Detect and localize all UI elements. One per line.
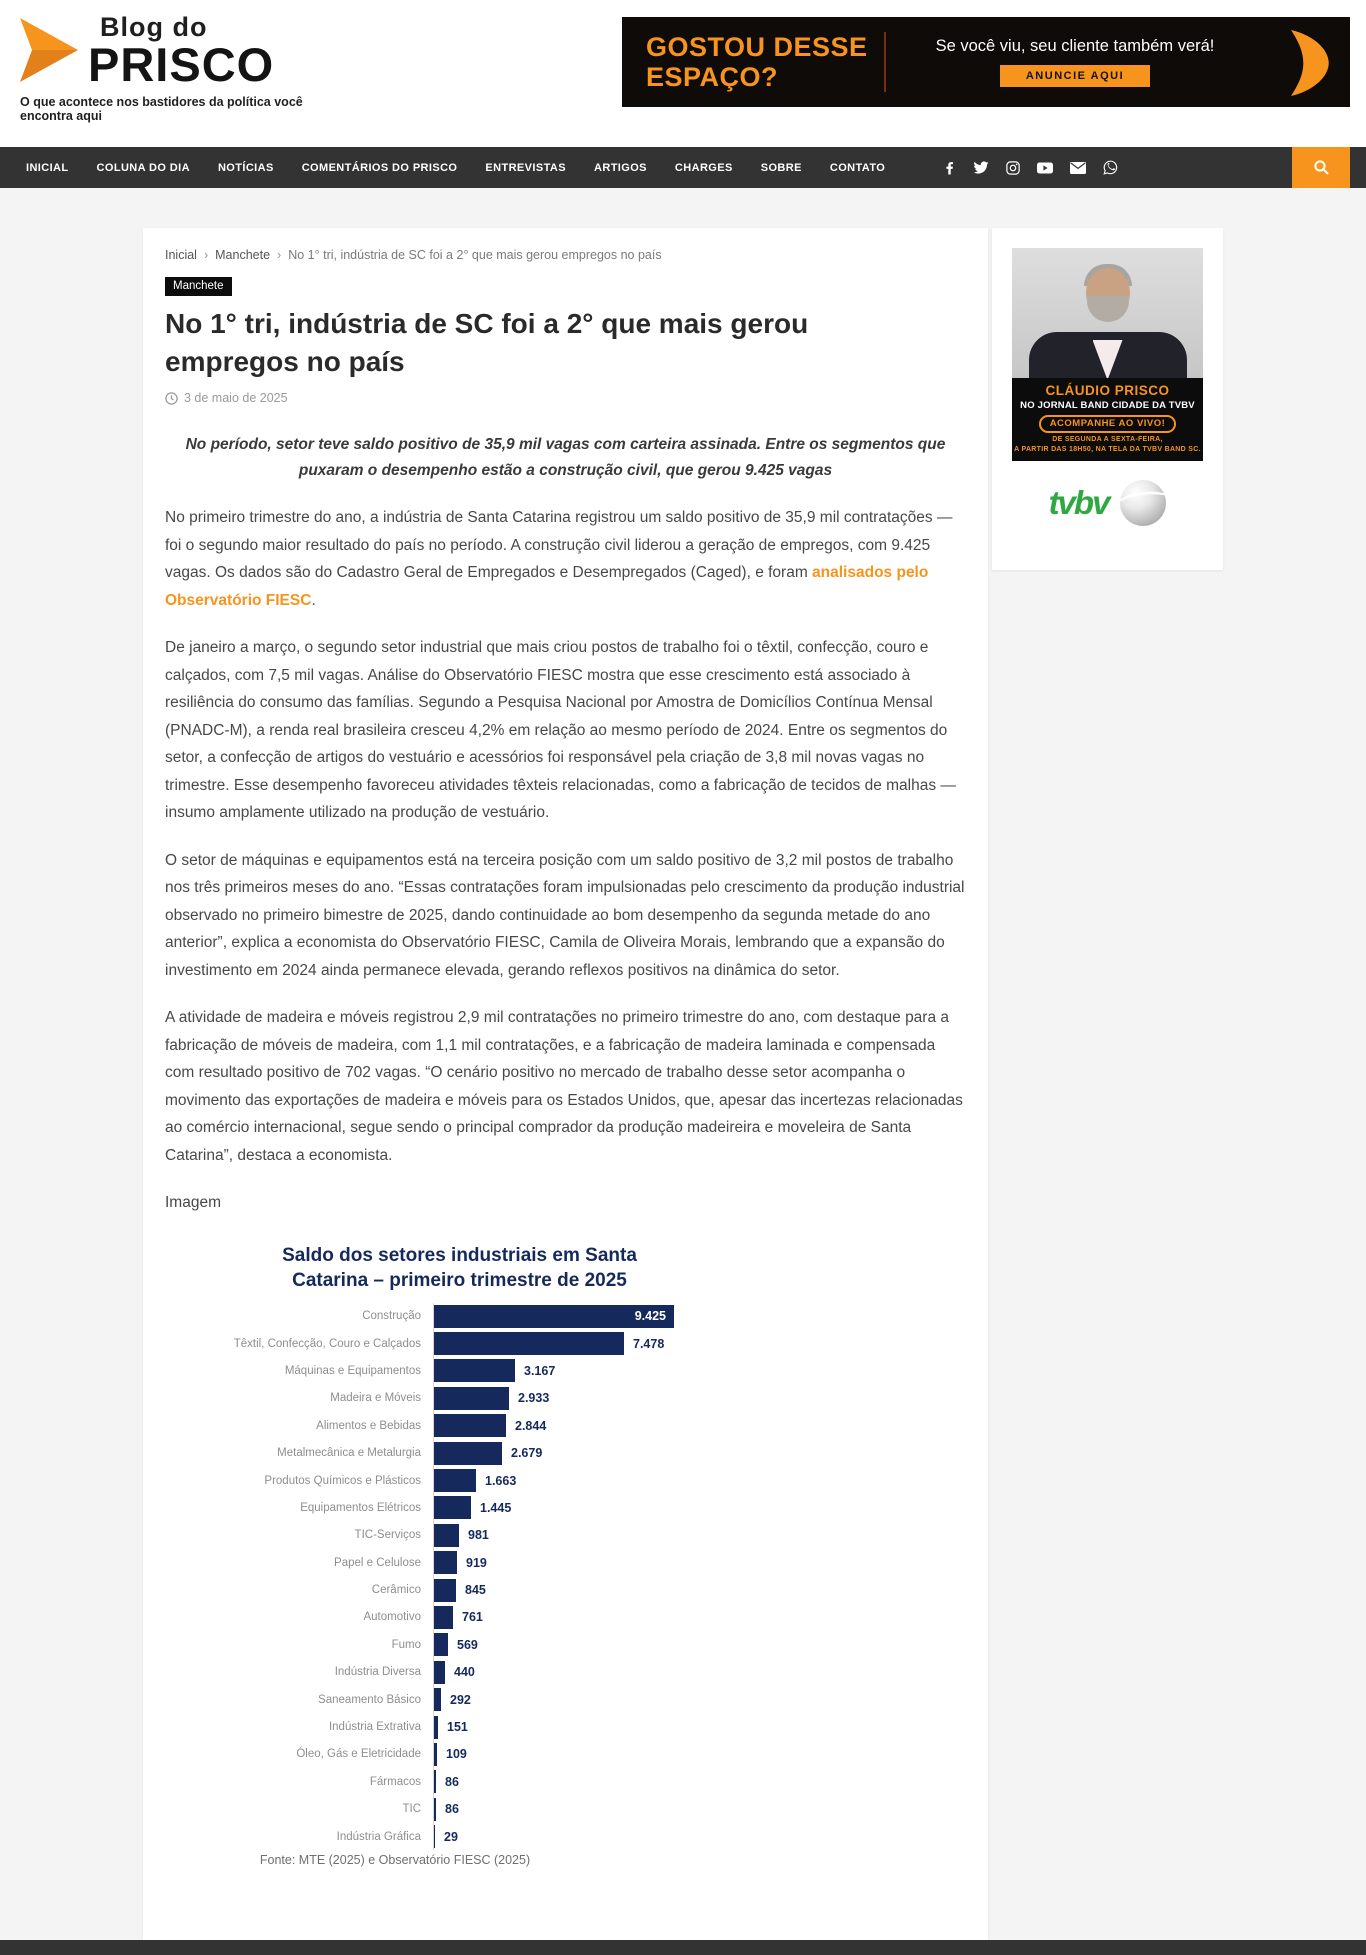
sidebar-ad-claudio-prisco[interactable]	[1012, 248, 1203, 545]
chart-rows	[165, 1303, 966, 1851]
nav-item-contato[interactable]: CONTATO	[829, 161, 886, 174]
nav-items	[0, 147, 1366, 188]
instagram-icon	[1006, 161, 1020, 175]
chart-category-label: TIC	[402, 1803, 421, 1816]
chart-row	[165, 1494, 966, 1521]
chart-bar	[434, 1633, 448, 1656]
chart-category-label: Construção	[362, 1310, 421, 1323]
nav-item-coluna-do-dia[interactable]: COLUNA DO DIA	[96, 161, 190, 174]
chart-value-label: 2.679	[511, 1446, 543, 1461]
chart-value-label: 7.478	[633, 1336, 665, 1351]
chart-row	[165, 1686, 966, 1713]
chart-value-label: 3.167	[524, 1363, 556, 1378]
chart-row	[165, 1549, 966, 1576]
nav-item-noticias[interactable]: NOTÍCIAS	[217, 161, 274, 174]
chart-bar	[434, 1606, 453, 1629]
youtube-link[interactable]	[1037, 162, 1053, 174]
chart-category-label: Têxtil, Confecção, Couro e Calçados	[233, 1337, 421, 1350]
chart-category-label: Indústria Extrativa	[328, 1721, 421, 1734]
chart-value-label: 845	[465, 1583, 486, 1598]
publish-date-row	[165, 391, 966, 405]
chart-bar	[434, 1469, 476, 1492]
breadcrumb-separator: ›	[277, 248, 282, 262]
chart-category-label: Indústria Diversa	[334, 1666, 421, 1679]
logo-arrow-icon	[20, 12, 78, 88]
search-button[interactable]	[1292, 147, 1350, 188]
chart-title: Saldo dos setores industriais em Santa Catarina – primeiro trimestre de 2025	[282, 1244, 637, 1291]
facebook-link[interactable]	[943, 161, 956, 175]
chart-category-label: Cerâmico	[371, 1584, 421, 1597]
twitter-icon	[973, 161, 989, 175]
chart-bar	[434, 1770, 436, 1793]
chart-bar	[434, 1661, 445, 1684]
chart-row	[165, 1823, 966, 1850]
ad-line2: DE SEGUNDA A SEXTA-FEIRA,	[1052, 436, 1163, 443]
publish-date: 3 de maio de 2025	[184, 391, 288, 405]
clock-icon	[165, 392, 178, 405]
chart-bar	[434, 1442, 502, 1465]
banner-arc-icon	[1282, 30, 1334, 96]
chart-value-label: 569	[457, 1637, 478, 1652]
breadcrumb-current: No 1° tri, indústria de SC foi a 2° que mais gerou empregos no país	[288, 248, 662, 262]
chart-row	[165, 1522, 966, 1549]
sidebar	[992, 228, 1223, 570]
chart-value-label: 86	[445, 1774, 459, 1789]
chart-bar	[434, 1332, 624, 1355]
breadcrumb-section[interactable]: Manchete	[215, 248, 271, 262]
band-logo-icon	[1120, 480, 1166, 526]
chart-category-label: Fumo	[391, 1638, 421, 1651]
chart-bar	[434, 1743, 437, 1766]
chart-value-label: 440	[454, 1665, 475, 1680]
nav-item-artigos[interactable]: ARTIGOS	[594, 161, 647, 174]
chart-bar	[434, 1579, 456, 1602]
article-card	[143, 228, 988, 1940]
site-logo[interactable]	[20, 12, 350, 123]
nav-item-charges[interactable]: CHARGES	[674, 161, 733, 174]
chart-bar	[434, 1305, 674, 1328]
logo-tagline: O que acontece nos bastidores da política você encontra aqui	[20, 95, 303, 123]
nav-item-entrevistas[interactable]: ENTREVISTAS	[485, 161, 566, 174]
article-paragraph: A atividade de madeira e móveis registrou 2,9 mil contratações no primeiro trimestre do ano, com destaque para a fabricação de móveis de madeira, com 1,1 mil contratações, e a fabricação de madeira laminada e compensada com resultado positivo de 702 vagas. “O cenário positivo no mercado de trabalho desse setor acompanha o movimento das exportações de madeira e móveis para os Estados Unidos, que, apesar das incertezas relacionadas ao comércio internacional, segue sendo o principal comprador da produção madeireira e moveleira de Santa Catarina”, destaca a economista.	[165, 1009, 963, 1164]
chart-row	[165, 1741, 966, 1768]
ad-cta: ACOMPANHE AO VIVO!	[1039, 415, 1177, 433]
chart-row	[165, 1713, 966, 1740]
chart-bar	[434, 1359, 515, 1382]
chart-value-label: 981	[468, 1528, 489, 1543]
chart-category-label: Equipamentos Elétricos	[300, 1501, 421, 1514]
twitter-link[interactable]	[973, 161, 989, 175]
page-title: No 1° tri, indústria de SC foi a 2° que mais gerou empregos no país	[165, 308, 809, 377]
site-header	[0, 0, 1366, 147]
chart-row	[165, 1385, 966, 1412]
nav-item-sobre[interactable]: SOBRE	[760, 161, 802, 174]
social-links	[943, 147, 1118, 188]
chart-category-label: Produtos Químicos e Plásticos	[264, 1474, 421, 1487]
chart-value-label: 1.445	[480, 1500, 512, 1515]
search-icon	[1313, 159, 1330, 176]
email-icon	[1070, 162, 1086, 174]
chart-bar	[434, 1496, 471, 1519]
chart-category-label: Óleo, Gás e Eletricidade	[296, 1748, 421, 1761]
image-caption-label: Imagem	[165, 1194, 221, 1211]
chart-row	[165, 1604, 966, 1631]
facebook-icon	[943, 161, 956, 175]
chart-row	[165, 1330, 966, 1357]
chart-row	[165, 1439, 966, 1466]
nav-item-inicial[interactable]: INICIAL	[26, 161, 69, 174]
chart-row	[165, 1467, 966, 1494]
breadcrumb-home[interactable]: Inicial	[165, 248, 197, 262]
chart-value-label: 151	[447, 1720, 468, 1735]
whatsapp-link[interactable]	[1103, 160, 1118, 175]
chart-row	[165, 1659, 966, 1686]
industry-balance-chart	[165, 1243, 966, 1868]
chart-value-label: 1.663	[485, 1473, 517, 1488]
chart-value-label: 86	[445, 1802, 459, 1817]
category-badge[interactable]: Manchete	[165, 277, 232, 296]
article-paragraph: O setor de máquinas e equipamentos está na terceira posição com um saldo positivo de 3,2 mil postos de trabalho nos três primeiros meses do ano. “Essas contratações foram impulsionadas pelo crescimento da produção industrial observado no primeiro bimestre de 2025, dando continuidade ao bom desempenho da segunda metade do ano anterior”, explica a economista do Observatório FIESC, Camila de Oliveira Morais, lembrando que a expansão do investimento em 2024 ainda permanece elevada, gerando reflexos positivos na dinâmica do setor.	[165, 851, 965, 979]
ad-line1: NO JORNAL BAND CIDADE DA TVBV	[1020, 400, 1195, 411]
logo-line1: Blog do	[100, 12, 208, 42]
nav-item-comentarios-do-prisco[interactable]: COMENTÁRIOS DO PRISCO	[301, 161, 458, 174]
chart-bar	[434, 1688, 441, 1711]
banner-headline: GOSTOU DESSE ESPAÇO?	[646, 32, 868, 92]
article-paragraph: No primeiro trimestre do ano, a indústria de Santa Catarina registrou um saldo positivo de 35,9 mil contratações — foi o segundo maior resultado do país no período. A construção civil liderou a geração de empregos, com 9.425 vagas. Os dados são do Cadastro Geral de Empregados e Desempregados (Caged), e foram analisados pelo Observatório FIESC.	[165, 509, 953, 609]
youtube-icon	[1037, 162, 1053, 174]
ad-photo	[1012, 248, 1203, 378]
top-ad-banner[interactable]	[622, 17, 1350, 107]
chart-bar	[434, 1414, 506, 1437]
chart-row	[165, 1631, 966, 1658]
chart-value-label: 919	[466, 1555, 487, 1570]
chart-category-label: TIC-Serviços	[354, 1529, 421, 1542]
chart-value-label: 2.933	[518, 1391, 550, 1406]
main-navbar	[0, 147, 1366, 188]
footer-bar	[0, 1940, 1366, 1955]
breadcrumb-separator: ›	[203, 248, 209, 262]
chart-row	[165, 1303, 966, 1330]
chart-source: Fonte: MTE (2025) e Observatório FIESC (2025)	[259, 1853, 531, 1868]
chart-row	[165, 1412, 966, 1439]
chart-value-label: 29	[444, 1829, 458, 1844]
chart-bar	[434, 1551, 457, 1574]
instagram-link[interactable]	[1006, 161, 1020, 175]
chart-bar	[434, 1825, 435, 1848]
chart-value-label: 9.425	[634, 1309, 666, 1324]
chart-category-label: Alimentos e Bebidas	[316, 1419, 421, 1432]
chart-category-label: Saneamento Básico	[318, 1693, 421, 1706]
ad-logos	[1012, 461, 1203, 545]
chart-bar	[434, 1716, 438, 1739]
article-paragraph: De janeiro a março, o segundo setor industrial que mais criou postos de trabalho foi o têxtil, confecção, couro e calçados, com 7,5 mil vagas. Análise do Observatório FIESC mostra que esse crescimento está associado à resiliência do consumo das famílias. Segundo a Pesquisa Nacional por Amostra de Domicílios Contínua Mensal (PNADC-M), a renda real brasileira cresceu 4,2% em relação ao mesmo período de 2024. Entre os segmentos do setor, a confecção de artigos do vestuário e acessórios foi responsável pela criação de 3,8 mil novas vagas no trimestre. Esse desempenho favoreceu atividades têxteis relacionadas, como a fabricação de tecidos de malhas — insumo amplamente utilizado na produção de vestuário.	[165, 639, 956, 821]
observatorio-fiesc-link[interactable]: analisados pelo Observatório FIESC	[165, 564, 929, 609]
chart-category-label: Fármacos	[369, 1775, 421, 1788]
chart-category-label: Madeira e Móveis	[330, 1392, 421, 1405]
chart-category-label: Papel e Celulose	[334, 1556, 421, 1569]
email-link[interactable]	[1070, 162, 1086, 174]
chart-category-label: Indústria Gráfica	[336, 1830, 421, 1843]
logo-line2: PRISCO	[88, 38, 275, 91]
chart-value-label: 292	[450, 1692, 471, 1707]
anuncie-aqui-button[interactable]: ANUNCIE AQUI	[1000, 65, 1150, 87]
chart-value-label: 109	[446, 1747, 467, 1762]
chart-value-label: 761	[462, 1610, 483, 1625]
chart-row	[165, 1796, 966, 1823]
ad-name: CLÁUDIO PRISCO	[1045, 383, 1170, 398]
breadcrumb	[165, 248, 966, 262]
chart-category-label: Metalmecânica e Metalurgia	[277, 1447, 421, 1460]
article-lead: No período, setor teve saldo positivo de 35,9 mil vagas com carteira assinada. Entre os segmentos que puxaram o desempenho estão a construção civil, que gerou 9.425 vagas	[185, 436, 946, 479]
chart-category-label: Automotivo	[363, 1611, 421, 1624]
ad-text-panel	[1012, 378, 1203, 461]
chart-row	[165, 1768, 966, 1795]
chart-row	[165, 1576, 966, 1603]
chart-value-label: 2.844	[515, 1418, 547, 1433]
chart-row	[165, 1357, 966, 1384]
chart-bar	[434, 1387, 509, 1410]
banner-message: Se você viu, seu cliente também verá!	[935, 37, 1215, 55]
chart-category-label: Máquinas e Equipamentos	[284, 1364, 421, 1377]
chart-bar	[434, 1524, 459, 1547]
tvbv-logo: tvbv	[1048, 484, 1109, 521]
chart-bar	[434, 1798, 436, 1821]
whatsapp-icon	[1103, 160, 1118, 175]
ad-line3: A PARTIR DAS 18H50, NA TELA DA TVBV BAND SC.	[1014, 446, 1201, 453]
